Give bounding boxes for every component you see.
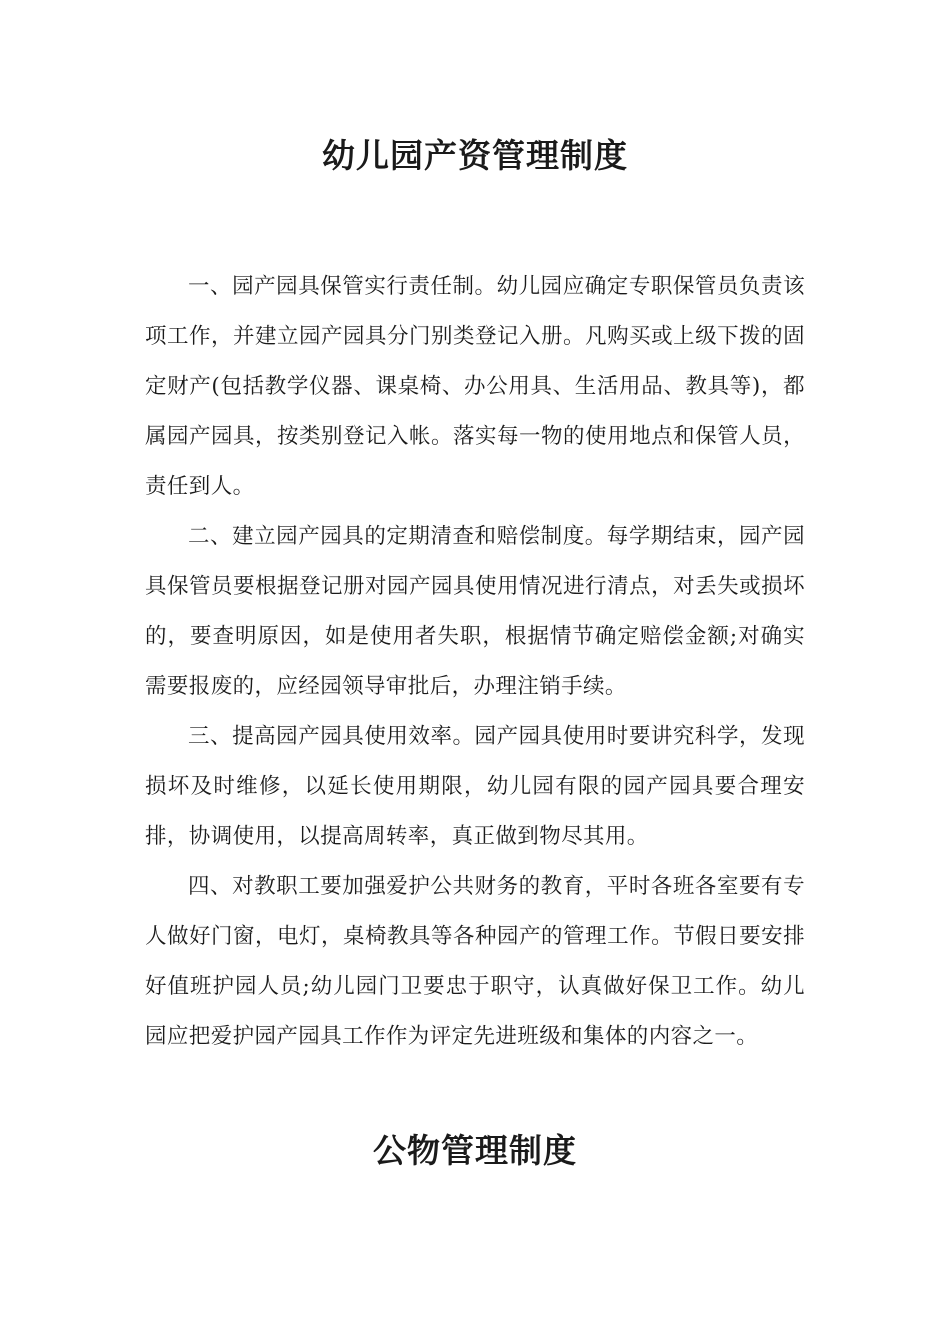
paragraph-4: 四、对教职工要加强爱护公共财务的教育，平时各班各室要有专人做好门窗，电灯，桌椅教具等各种园产的管理工作。节假日要安排好值班护园人员;幼儿园门卫要忠于职守，认真做好保卫工作。幼儿园应把爱护园产园具工作作为评定先进班级和集体的内容之一。 xyxy=(145,874,805,1049)
document-title: 幼儿园产资管理制度 xyxy=(322,136,628,175)
paragraph-2: 二、建立园产园具的定期清查和赔偿制度。每学期结束，园产园具保管员要根据登记册对园产园具使用情况进行清点，对丢失或损坏的，要查明原因，如是使用者失职，根据情节确定赔偿金额;对确实需要报废的，应经园领导审批后，办理注销手续。 xyxy=(145,524,805,699)
paragraph-3: 三、提高园产园具使用效率。园产园具使用时要讲究科学，发现损坏及时维修，以延长使用期限，幼儿园有限的园产园具要合理安排，协调使用，以提高周转率，真正做到物尽其用。 xyxy=(145,724,805,849)
second-section-title: 公物管理制度 xyxy=(373,1131,577,1170)
document-body xyxy=(145,262,805,1062)
paragraph-1: 一、园产园具保管实行责任制。幼儿园应确定专职保管员负责该项工作，并建立园产园具分门别类登记入册。凡购买或上级下拨的固定财产(包括教学仪器、课桌椅、办公用具、生活用品、教具等)，都属园产园具，按类别登记入帐。落实每一物的使用地点和保管人员，责任到人。 xyxy=(145,274,805,499)
